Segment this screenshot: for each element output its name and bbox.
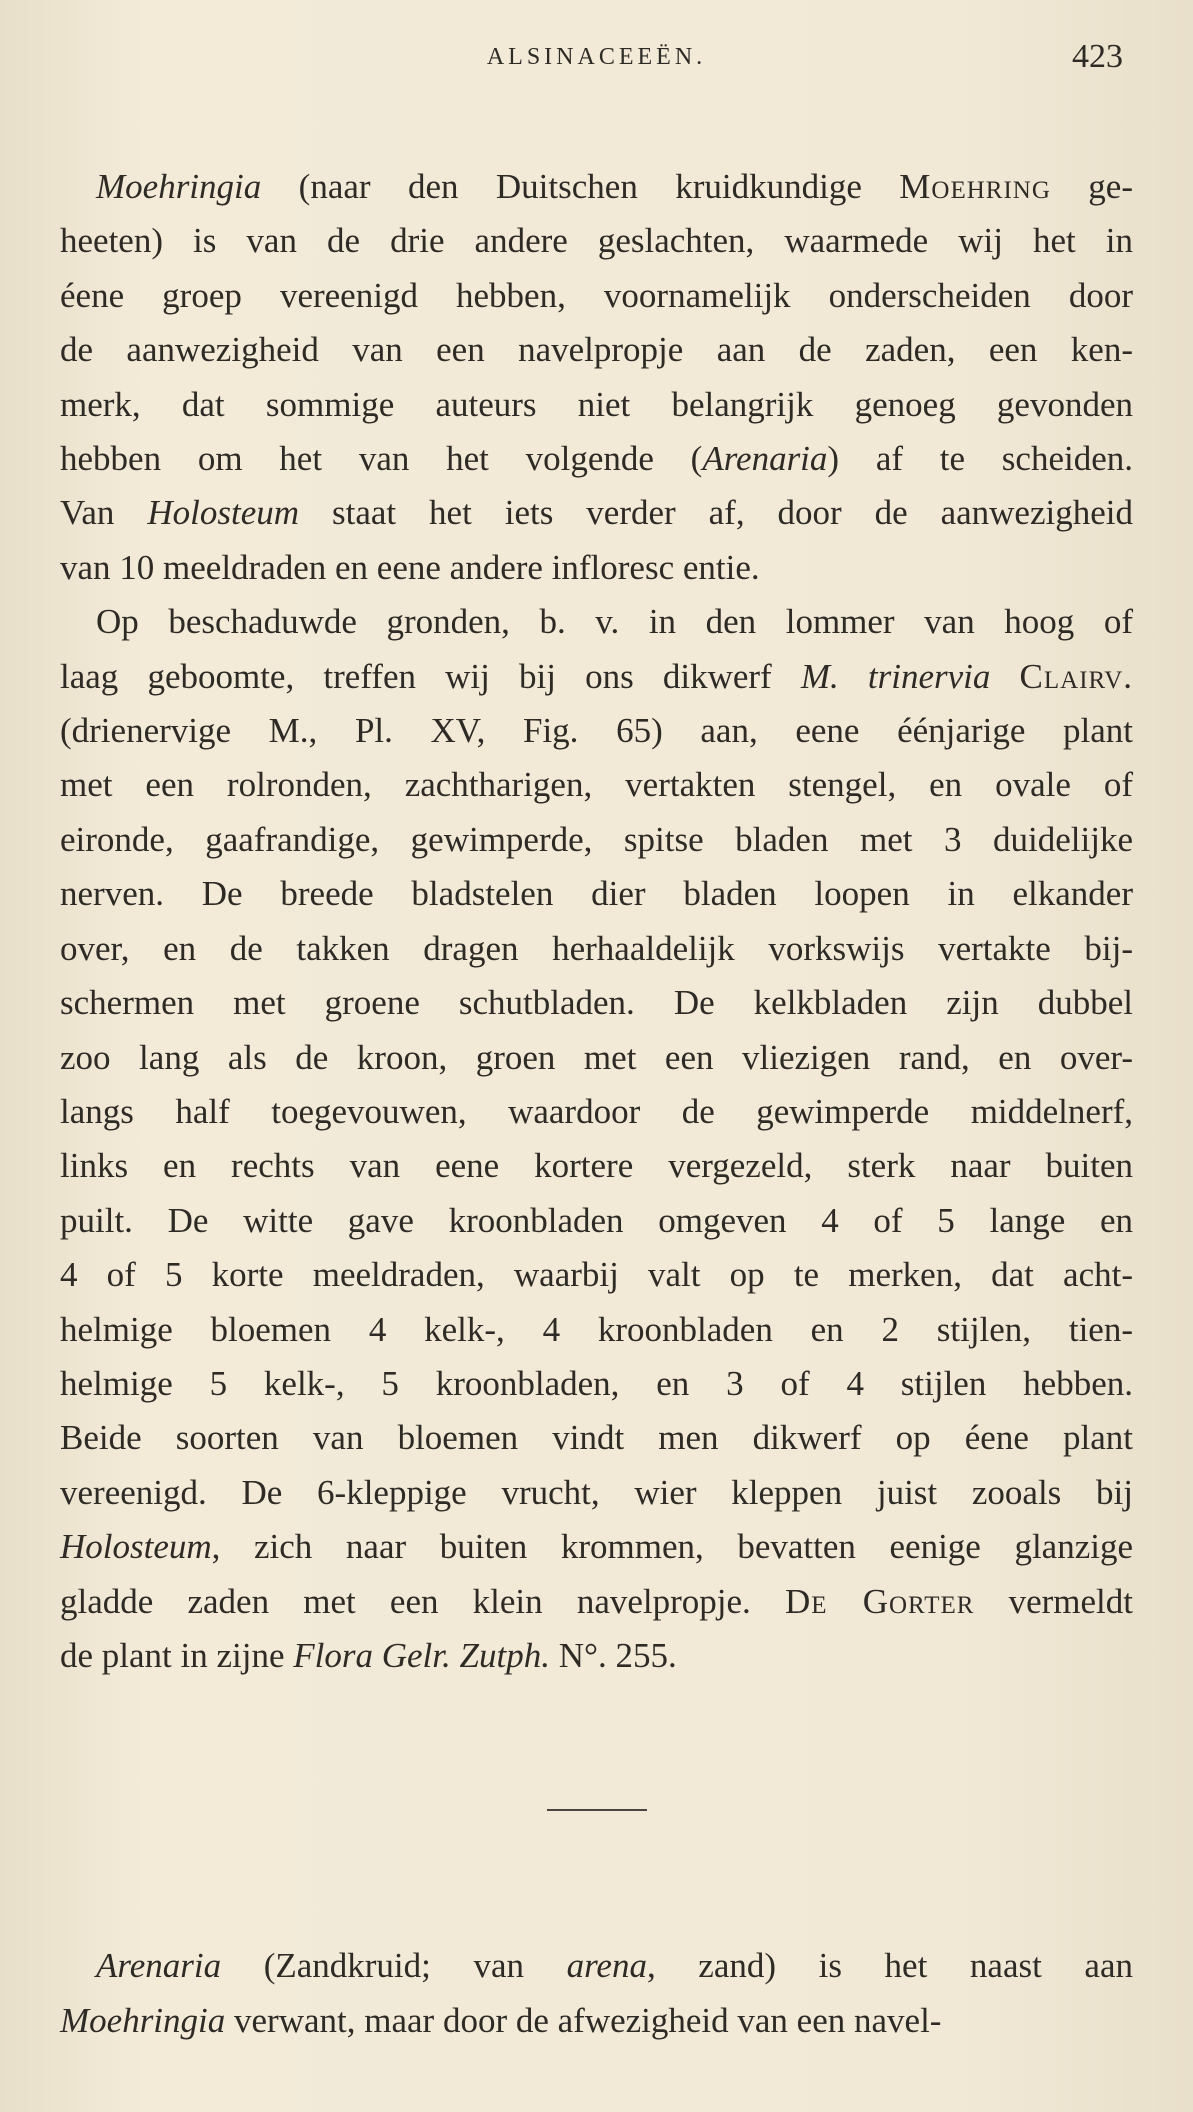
- text-run: 4 of 5 korte meeldraden, waarbij valt op te merken, dat acht-: [60, 1255, 1133, 1295]
- text-run: hebben om het van het volgende (: [60, 439, 703, 479]
- text-line: [60, 1303, 1133, 1357]
- italic-term: Arenaria: [702, 439, 828, 479]
- page-header: [60, 38, 1133, 84]
- text-line: [60, 378, 1133, 432]
- text-line: [60, 1466, 1133, 1520]
- small-caps-name: Moehring: [899, 167, 1051, 206]
- text-line: [60, 1994, 1133, 2048]
- italic-term: Flora Gelr. Zutph.: [293, 1635, 550, 1675]
- text-run: , zich naar buiten krommen, bevatten eenige glanzige: [211, 1527, 1133, 1567]
- small-caps-name: De Gorter: [784, 1581, 975, 1621]
- text-run: puilt. De witte gave kroonbladen omgeven 4 of 5 lange en: [60, 1200, 1133, 1240]
- text-line: [60, 1031, 1133, 1085]
- text-run: ) af te scheiden.: [827, 439, 1133, 479]
- text-run: (Zandkruid; van: [221, 1946, 567, 1986]
- text-run: gladde zaden met een klein navelpropje.: [60, 1581, 785, 1621]
- text-run: Op beschaduwde gronden, b. v. in den lommer van hoog of: [96, 602, 1133, 642]
- text-line: [60, 1194, 1133, 1248]
- text-line: [60, 269, 1133, 323]
- text-line: [60, 813, 1133, 867]
- text-line: [60, 214, 1133, 268]
- text-run: helmige 5 kelk-, 5 kroonbladen, en 3 of 4 stijlen hebben.: [60, 1363, 1133, 1403]
- italic-term: arena: [566, 1946, 647, 1986]
- text-run: (drienervige M., Pl. XV, Fig. 65) aan, eene éénjarige plant: [60, 711, 1133, 751]
- text-run: helmige bloemen 4 kelk-, 4 kroonbladen en 2 stijlen, tien-: [60, 1309, 1133, 1349]
- text-run: éene groep vereenigd hebben, voornamelijk onderscheiden door: [60, 275, 1133, 315]
- running-head: ALSINACEEËN.: [486, 44, 707, 70]
- text-run: Van: [60, 493, 148, 533]
- text-run: verwant, maar door de afwezigheid van een navel-: [225, 2000, 942, 2040]
- text-line: [60, 922, 1133, 976]
- text-run: ge-: [1050, 167, 1133, 206]
- text-run: [990, 657, 1019, 696]
- text-run: nerven. De breede bladstelen dier bladen loopen in elkander: [60, 874, 1133, 914]
- text-run: vermeldt: [974, 1581, 1133, 1621]
- text-line: [60, 1139, 1133, 1193]
- text-line: [60, 541, 1133, 595]
- small-caps-name: Clairv.: [1019, 656, 1134, 696]
- text-line: [60, 650, 1133, 704]
- text-run: N°. 255.: [549, 1635, 677, 1675]
- text-line: [60, 1411, 1133, 1465]
- text-run: zoo lang als de kroon, groen met een vliezigen rand, en over-: [60, 1037, 1133, 1077]
- text-line: [60, 1939, 1133, 1993]
- text-line: [60, 1629, 1133, 1683]
- italic-term: Moehringia: [60, 2000, 226, 2040]
- text-run: Beide soorten van bloemen vindt men dikwerf op éene plant: [60, 1418, 1133, 1458]
- paragraph-arenaria: [60, 1939, 1133, 2048]
- text-run: links en rechts van eene kortere vergezeld, sterk naar buiten: [60, 1146, 1133, 1186]
- text-line: [60, 704, 1133, 758]
- text-run: (naar den Duitschen kruidkundige: [261, 167, 900, 206]
- page-number: 423: [1072, 38, 1123, 75]
- italic-term: Arenaria: [96, 1946, 222, 1986]
- text-line: [60, 432, 1133, 486]
- text-line: [60, 1357, 1133, 1411]
- text-line: [60, 758, 1133, 812]
- text-run: heeten) is van de drie andere geslachten, waarmede wij het in: [60, 221, 1133, 261]
- text-run: eironde, gaafrandige, gewimperde, spitse bladen met 3 duidelijke: [60, 819, 1133, 859]
- text-line: [60, 160, 1133, 214]
- text-run: van 10 meeldraden en eene andere infloresc entie.: [60, 547, 760, 587]
- paragraph-moehringia-intro: [60, 160, 1133, 595]
- text-line: [60, 976, 1133, 1030]
- text-run: vereenigd. De 6-kleppige vrucht, wier kleppen juist zooals bij: [60, 1472, 1133, 1512]
- section-divider: [547, 1809, 647, 1811]
- text-line: [60, 486, 1133, 540]
- text-run: langs half toegevouwen, waardoor de gewimperde middelnerf,: [60, 1091, 1133, 1131]
- text-line: [60, 1575, 1133, 1629]
- text-run: laag geboomte, treffen wij bij ons dikwerf: [60, 656, 801, 696]
- text-run: over, en de takken dragen herhaaldelijk vorkswijs vertakte bij-: [60, 928, 1133, 968]
- text-run: de aanwezigheid van een navelpropje aan de zaden, een ken-: [60, 330, 1133, 370]
- italic-term: Holosteum: [60, 1527, 212, 1567]
- text-line: [60, 595, 1133, 649]
- text-line: [60, 1085, 1133, 1139]
- text-line: [60, 1248, 1133, 1302]
- text-run: staat het iets verder af, door de aanwezigheid: [299, 493, 1133, 533]
- text-line: [60, 1520, 1133, 1574]
- italic-term: Moehringia: [96, 167, 262, 206]
- italic-term: M. trinervia: [800, 656, 991, 696]
- text-line: [60, 323, 1133, 377]
- paragraph-moehringia-trinervia: [60, 595, 1133, 1683]
- text-line: [60, 867, 1133, 921]
- text-run: de plant in zijne: [60, 1635, 294, 1675]
- text-run: , zand) is het naast aan: [646, 1946, 1133, 1986]
- text-run: merk, dat sommige auteurs niet belangrijk genoeg gevonden: [60, 384, 1133, 424]
- italic-term: Holosteum: [147, 493, 300, 533]
- text-run: met een rolronden, zachtharigen, vertakten stengel, en ovale of: [60, 765, 1133, 805]
- text-run: schermen met groene schutbladen. De kelkbladen zijn dubbel: [60, 983, 1133, 1023]
